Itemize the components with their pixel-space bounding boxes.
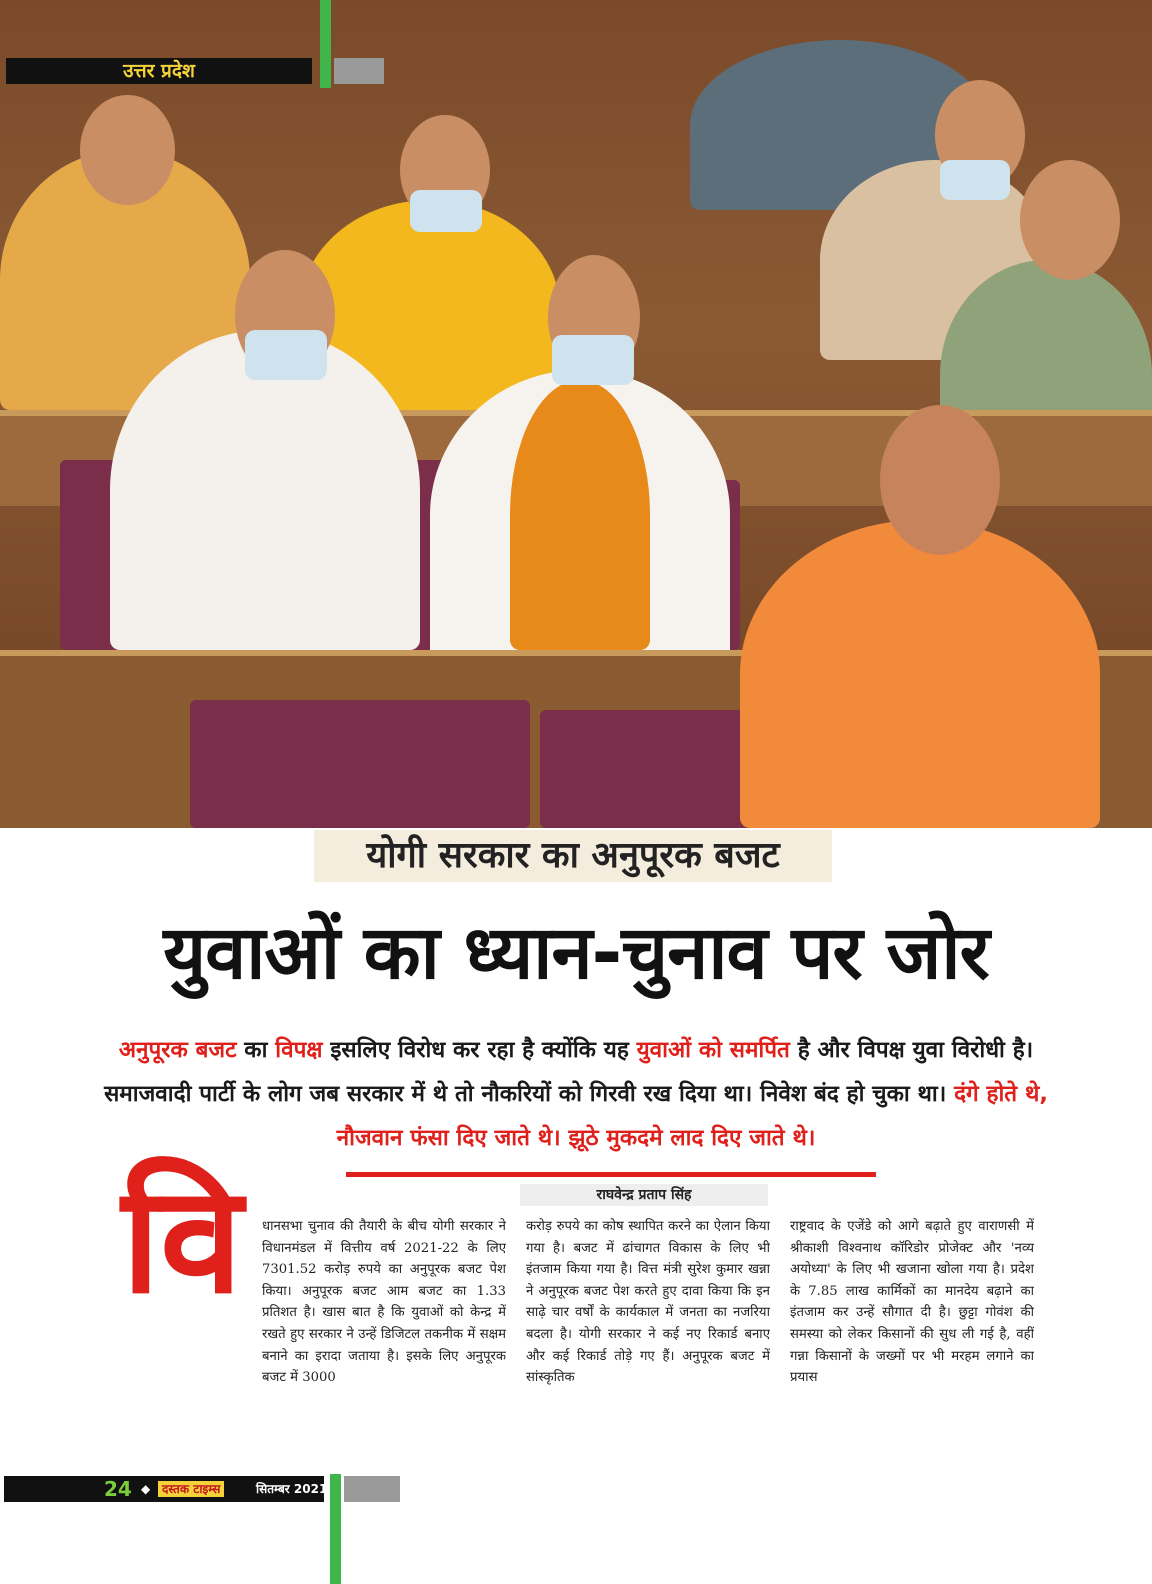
- head-shape: [1020, 160, 1120, 280]
- body-column-2: करोड़ रुपये का कोष स्थापित करने का ऐलान किया गया है। बजट में ढांचागत विकास के लिए भी इंतजाम किया गया है। वित्त मंत्री सुरेश कुमार खन्ना ने अनुपूरक बजट पेश करते हुए दावा किया कि इन साढ़े चार वर्षों के कार्यकाल में जनता का नजरिया बदला है। योगी सरकार ने कई नए रिकार्ड बनाए और कई रिकार्ड तोड़े गए हैं। अनुपूरक बजट में सांस्कृतिक: [526, 1219, 770, 1386]
- footer-separator: ◆: [141, 1482, 151, 1496]
- byline: राघवेन्द्र प्रताप सिंह: [520, 1184, 768, 1206]
- person-shape: [510, 380, 650, 650]
- section-label: उत्तर प्रदेश: [123, 60, 195, 82]
- standfirst-red-1: अनुपूरक बजट: [118, 1037, 237, 1063]
- head-shape: [880, 405, 1000, 555]
- standfirst-text-2: का: [236, 1037, 276, 1063]
- seat-shape: [190, 700, 530, 828]
- red-rule: [346, 1172, 876, 1177]
- issue-date: सितम्बर 2021: [256, 1482, 328, 1496]
- green-stripe: [330, 1474, 341, 1584]
- mask-shape: [410, 190, 482, 232]
- standfirst-red-7: दंगे होते थे, नौजवान फंसा दिए जाते थे। झूठे मुकदमे लाद दिए जाते थे।: [336, 1081, 1048, 1151]
- body-column-1: धानसभा चुनाव की तैयारी के बीच योगी सरकार ने विधानमंडल में वित्तीय वर्ष 2021-22 के लिए 7301.52 करोड़ रुपये का अनुपूरक बजट पेश किया। अनुपूरक बजट आम बजट का 1.33 प्रतिशत है। खास बात है कि युवाओं को केन्द्र में रखते हुए सरकार ने उन्हें डिजिटल तकनीक में सक्षम बनाने का इरादा जताया है। इसके लिए अनुपूरक बजट में 3000: [262, 1219, 506, 1386]
- grey-block: [344, 1476, 400, 1502]
- standfirst-text-4: इसलिए विरोध कर रहा है क्योंकि यह: [322, 1037, 637, 1063]
- kicker: योगी सरकार का अनुपूरक बजट: [314, 830, 832, 882]
- drop-cap: वि: [121, 1154, 243, 1326]
- magazine-brand: दस्तक टाइम्स: [158, 1481, 224, 1497]
- head-shape: [80, 95, 175, 205]
- section-bar: [6, 58, 312, 84]
- grey-block: [334, 58, 384, 84]
- mask-shape: [245, 330, 327, 380]
- green-stripe: [320, 0, 331, 88]
- person-shape: [740, 520, 1100, 828]
- standfirst-red-5: युवाओं को समर्पित: [636, 1037, 790, 1063]
- mask-shape: [940, 160, 1010, 200]
- page-number: 24: [104, 1477, 132, 1501]
- standfirst-red-3: विपक्ष: [275, 1037, 323, 1063]
- standfirst: [92, 1028, 1060, 1160]
- standfirst-text-6: है और विपक्ष युवा विरोधी है। समाजवादी पार्टी के लोग जब सरकार में थे तो नौकरियों को गिरवी रख दिया था। निवेश बंद हो चुका था।: [104, 1037, 1034, 1107]
- mask-shape: [552, 335, 634, 385]
- body-column-3: राष्ट्रवाद के एजेंडे को आगे बढ़ाते हुए वाराणसी में श्रीकाशी विश्वनाथ कॉरिडोर प्रोजेक्ट और 'नव्य अयोध्या' के लिए भी खजाना खोला गया है। प्रदेश के 7.85 लाख कार्मिकों का मानदेय बढ़ाने का इंतजाम कर उन्हें सौगात दी है। छुट्टा गोवंश की समस्या को लेकर किसानों की सुध ली गई है, वहीं गन्ना किसानों के जख्मों पर भी मरहम लगाने का प्रयास: [790, 1219, 1034, 1386]
- headline: युवाओं का ध्यान-चुनाव पर जोर: [163, 910, 989, 996]
